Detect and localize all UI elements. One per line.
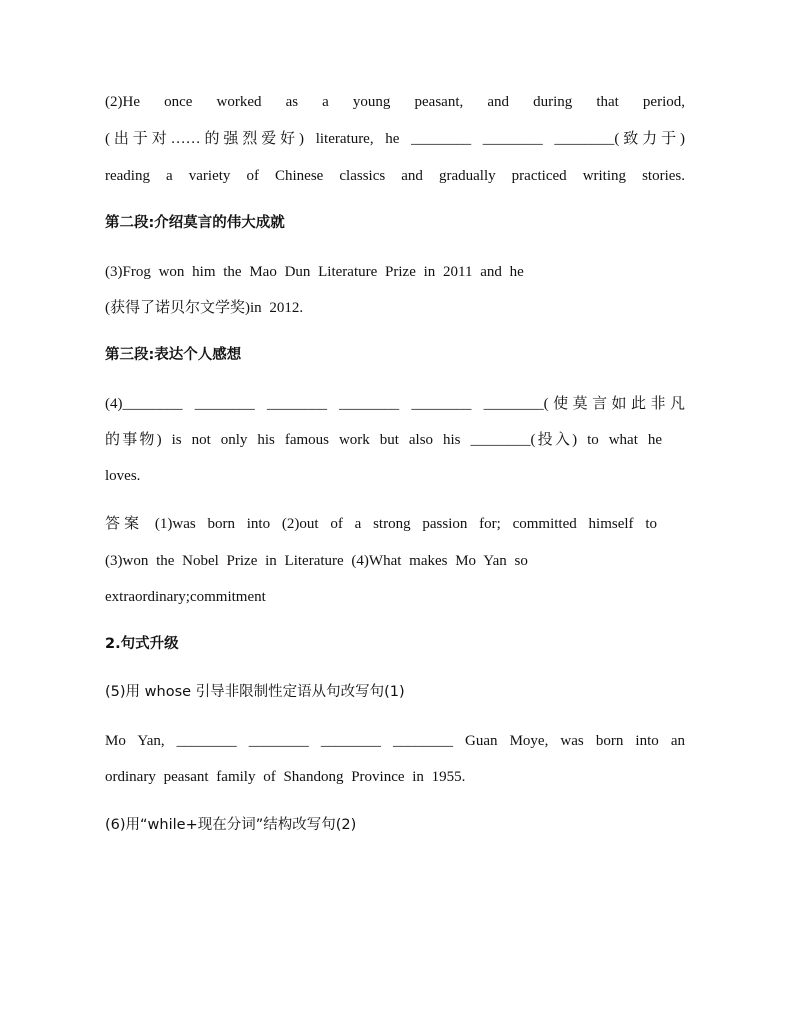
answer-line-2: (3)won the Nobel Prize in Literature (4)What makes Mo Yan so — [105, 553, 528, 569]
question-5-instruction: (5)用 whose 引导非限制性定语从句改写句(1) — [105, 684, 405, 700]
question-4-line-1: (4)________ ________ ________ ________ ________ ________(使莫言如此非凡 — [105, 396, 685, 412]
question-5-line-1: Mo Yan, ________ ________ ________ ________ Guan Moye, was born into an — [105, 733, 685, 749]
question-3-line-1: (3)Frog won him the Mao Dun Literature Prize in 2011 and he — [105, 264, 524, 280]
question-2-line-2: (出于对……的强烈爱好) literature, he ________ ________ ________(致力于) — [105, 131, 685, 147]
question-4-line-3: loves. — [105, 468, 141, 484]
section-heading-2: 第二段:介绍莫言的伟大成就 — [105, 215, 285, 231]
section-heading-sentence-upgrade: 2.句式升级 — [105, 636, 179, 652]
section-heading-3: 第三段:表达个人感想 — [105, 347, 242, 363]
question-2-line-1: (2)He once worked as a young peasant, and during that period, — [105, 94, 685, 110]
question-2-line-3: reading a variety of Chinese classics and gradually practiced writing stories. — [105, 168, 685, 184]
question-6-instruction: (6)用“while+现在分词”结构改写句(2) — [105, 817, 357, 833]
answer-line-1: 答案 (1)was born into (2)out of a strong passion for; committed himself to — [105, 516, 657, 532]
question-5-line-2: ordinary peasant family of Shandong Province in 1955. — [105, 769, 466, 785]
question-3-line-2: (获得了诺贝尔文学奖)in 2012. — [105, 300, 304, 316]
answer-line-3: extraordinary;commitment — [105, 589, 266, 605]
question-4-line-2: 的事物) is not only his famous work but also his ________(投入) to what he — [105, 432, 662, 448]
